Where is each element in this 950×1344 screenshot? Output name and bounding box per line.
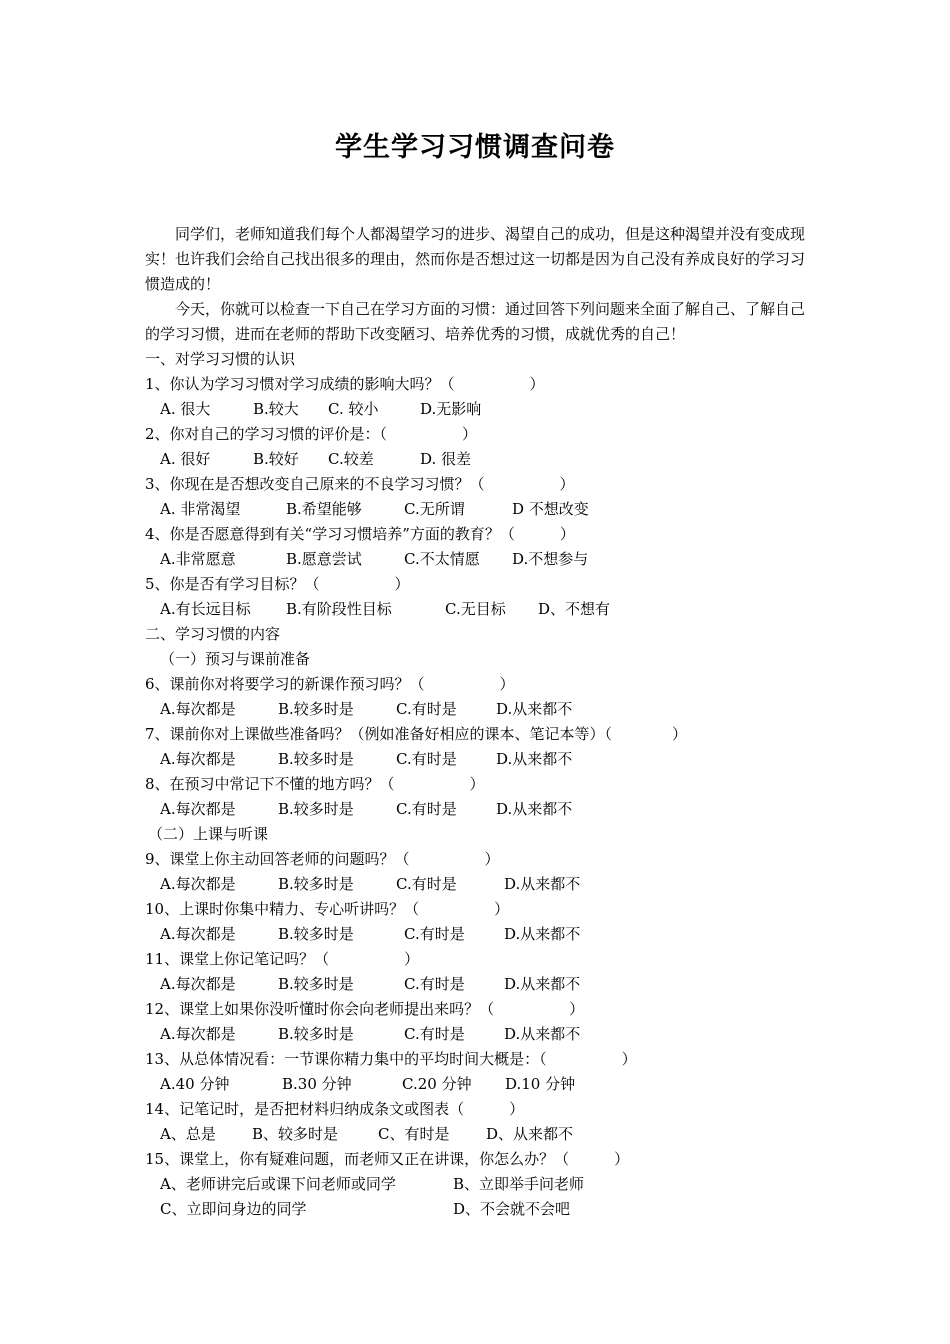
question-9: 9、课堂上你主动回答老师的问题吗？（ ） [145, 850, 500, 868]
q14-option-c: C、有时是 [378, 1125, 450, 1143]
q3-option-c: C.无所谓 [404, 500, 465, 518]
q13-option-c: C.20 分钟 [402, 1075, 472, 1093]
q10-option-d: D.从来都不 [504, 925, 581, 943]
q8-option-c: C.有时是 [396, 800, 457, 818]
subsection-heading-2: （二）上课与听课 [148, 825, 269, 843]
q5-option-d: D、不想有 [538, 600, 611, 618]
q5-option-c: C.无目标 [445, 600, 506, 618]
q14-option-a: A、总是 [160, 1125, 216, 1143]
q11-option-b: B.较多时是 [278, 975, 354, 993]
question-12: 12、课堂上如果你没听懂时你会向老师提出来吗？（ ） [145, 1000, 585, 1018]
q12-option-a: A.每次都是 [160, 1025, 236, 1043]
q7-option-b: B.较多时是 [278, 750, 354, 768]
subsection-heading-1: （一）预习与课前准备 [160, 650, 311, 668]
q8-option-d: D.从来都不 [496, 800, 573, 818]
q2-option-b: B.较好 [253, 450, 299, 468]
q4-option-b: B.愿意尝试 [286, 550, 362, 568]
question-13: 13、从总体情况看：一节课你精力集中的平均时间大概是：（ ） [145, 1050, 637, 1068]
q2-option-c: C.较差 [328, 450, 374, 468]
q1-option-c: C. 较小 [328, 400, 379, 418]
q13-option-d: D.10 分钟 [505, 1075, 576, 1093]
question-2: 2、你对自己的学习习惯的评价是：（ ） [145, 425, 478, 443]
q9-option-d: D.从来都不 [504, 875, 581, 893]
q12-option-c: C.有时是 [404, 1025, 465, 1043]
q5-option-b: B.有阶段性目标 [286, 600, 392, 618]
question-1: 1、你认为学习习惯对学习成绩的影响大吗？（ ） [145, 375, 545, 393]
q11-option-c: C.有时是 [404, 975, 465, 993]
document-title: 学生学习习惯调查问卷 [335, 132, 615, 163]
q11-option-d: D.从来都不 [504, 975, 581, 993]
intro-paragraph-2: 今天，你就可以检查一下自己在学习方面的习惯：通过回答下列问题来全面了解自己、了解自己的学习习惯，进而在老师的帮助下改变陋习、培养优秀的习惯，成就优秀的自己！ [145, 300, 806, 343]
question-10: 10、上课时你集中精力、专心听讲吗？（ ） [145, 900, 510, 918]
q3-option-a: A. 非常渴望 [160, 500, 241, 518]
q9-option-a: A.每次都是 [160, 875, 236, 893]
q6-option-c: C.有时是 [396, 700, 457, 718]
question-3: 3、你现在是否想改变自己原来的不良学习习惯？（ ） [145, 475, 575, 493]
q7-option-d: D.从来都不 [496, 750, 573, 768]
section-heading-1: 一、对学习习惯的认识 [145, 350, 296, 368]
q6-option-a: A.每次都是 [160, 700, 236, 718]
q4-option-a: A.非常愿意 [160, 550, 236, 568]
q12-option-b: B.较多时是 [278, 1025, 354, 1043]
q8-option-b: B.较多时是 [278, 800, 354, 818]
intro-text [145, 222, 810, 347]
q10-option-a: A.每次都是 [160, 925, 236, 943]
q4-option-d: D.不想参与 [512, 550, 589, 568]
section-heading-2: 二、学习习惯的内容 [145, 625, 281, 643]
q10-option-c: C.有时是 [404, 925, 465, 943]
q3-option-b: B.希望能够 [286, 500, 362, 518]
question-5: 5、你是否有学习目标？（ ） [145, 575, 410, 593]
q5-option-a: A.有长远目标 [160, 600, 251, 618]
question-6: 6、课前你对将要学习的新课作预习吗？（ ） [145, 675, 515, 693]
question-15: 15、课堂上，你有疑难问题，而老师又正在讲课，你怎么办？（ ） [145, 1150, 630, 1168]
q6-option-b: B.较多时是 [278, 700, 354, 718]
q15-option-a: A、老师讲完后或课下问老师或同学 [160, 1175, 396, 1193]
question-7: 7、课前你对上课做些准备吗？（例如准备好相应的课本、笔记本等）（ ） [145, 725, 688, 743]
q4-option-c: C.不太情愿 [404, 550, 480, 568]
intro-paragraph-1: 同学们，老师知道我们每个人都渴望学习的进步、渴望自己的成功，但是这种渴望并没有变成现实！也许我们会给自己找出很多的理由，然而你是否想过这一切都是因为自己没有养成良好的学习习惯造成的！ [145, 225, 806, 293]
q13-option-a: A.40 分钟 [160, 1075, 230, 1093]
q15-option-c: C、立即问身边的同学 [160, 1200, 307, 1218]
q3-option-d: D 不想改变 [512, 500, 589, 518]
q14-option-b: B、较多时是 [252, 1125, 339, 1143]
q10-option-b: B.较多时是 [278, 925, 354, 943]
q9-option-c: C.有时是 [396, 875, 457, 893]
q15-option-d: D、不会就不会吧 [453, 1200, 571, 1218]
question-8: 8、在预习中常记下不懂的地方吗？（ ） [145, 775, 485, 793]
q1-option-d: D.无影响 [420, 400, 482, 418]
question-11: 11、课堂上你记笔记吗？（ ） [145, 950, 420, 968]
q1-option-a: A. 很大 [160, 400, 211, 418]
question-4: 4、你是否愿意得到有关“学习习惯培养”方面的教育？（ ） [145, 525, 575, 543]
q6-option-d: D.从来都不 [496, 700, 573, 718]
q15-option-b: B、立即举手问老师 [453, 1175, 585, 1193]
q9-option-b: B.较多时是 [278, 875, 354, 893]
q2-option-d: D. 很差 [420, 450, 472, 468]
q7-option-a: A.每次都是 [160, 750, 236, 768]
q1-option-b: B.较大 [253, 400, 299, 418]
q7-option-c: C.有时是 [396, 750, 457, 768]
question-14: 14、记笔记时，是否把材料归纳成条文或图表（ ） [145, 1100, 525, 1118]
q12-option-d: D.从来都不 [504, 1025, 581, 1043]
q13-option-b: B.30 分钟 [282, 1075, 352, 1093]
q14-option-d: D、从来都不 [486, 1125, 574, 1143]
q8-option-a: A.每次都是 [160, 800, 236, 818]
q2-option-a: A. 很好 [160, 450, 211, 468]
q11-option-a: A.每次都是 [160, 975, 236, 993]
